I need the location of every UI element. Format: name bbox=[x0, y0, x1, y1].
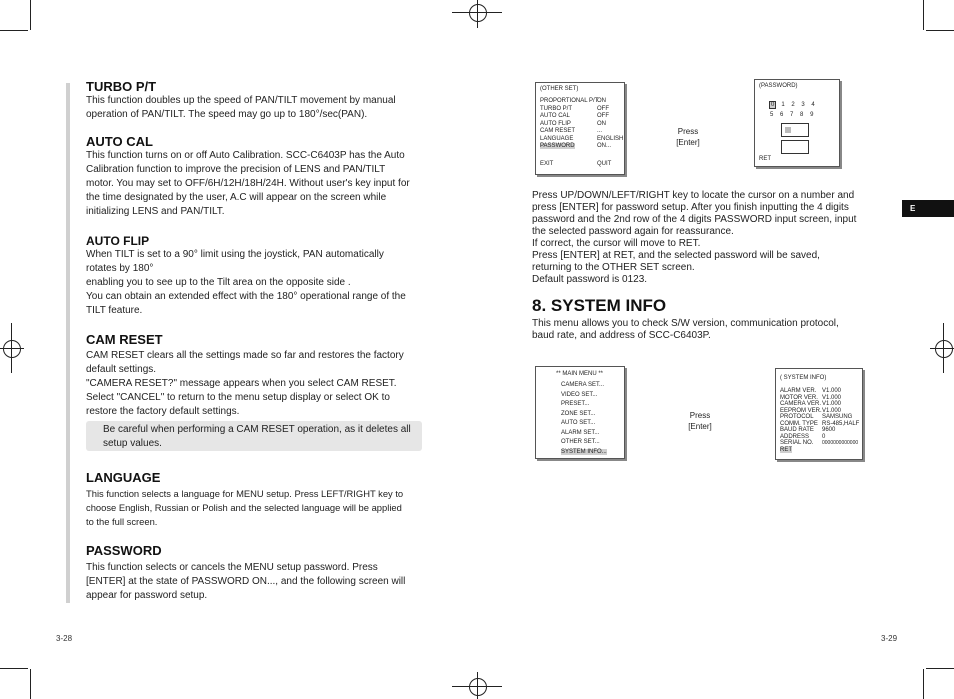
crop-mark bbox=[923, 0, 924, 30]
language-text: This function selects a language for MENU setup. Press LEFT/RIGHT key to choose English, Russian or Polish and the selected language will be applied to the full screen. bbox=[86, 488, 404, 527]
password-screen bbox=[754, 79, 840, 167]
system-info-screen bbox=[775, 368, 863, 460]
digit-row-1: 0 1 2 3 4 bbox=[771, 102, 815, 108]
camreset-warning-note: Be careful when performing a CAM RESET operation, as it deletes all setup values. bbox=[86, 421, 422, 451]
camreset-heading: CAM RESET bbox=[86, 332, 163, 347]
press-enter-label: Press [Enter] bbox=[688, 411, 712, 431]
section-tab: E bbox=[902, 200, 954, 217]
crop-mark bbox=[0, 668, 28, 669]
autoflip-text: When TILT is set to a 90° limit using the joystick, PAN automatically rotates by 180° enabling you to see up to the Tilt area on the opposite side . You can obtain an extended effect with the 180° operational range of the TILT feature. bbox=[86, 249, 406, 316]
press-enter-label: Press [Enter] bbox=[676, 127, 700, 147]
main-menu-items: CAMERA SET... VIDEO SET... PRESET... ZONE SET... AUTO SET... ALARM SET... OTHER SET... SYSTEM INFO... bbox=[561, 382, 607, 455]
autocal-heading: AUTO CAL bbox=[86, 134, 153, 149]
page-number-right: 3-29 bbox=[881, 634, 898, 643]
registration-circle bbox=[469, 4, 487, 22]
turbo-text: This function doubles up the speed of PAN/TILT movement by manual operation of PAN/TILT. The speed may go up to 180°/sec(PAN). bbox=[86, 95, 396, 120]
screen-title: ( SYSTEM INFO) bbox=[780, 375, 827, 381]
quit-label: QUIT bbox=[597, 161, 612, 167]
autoflip-heading: AUTO FLIP bbox=[86, 234, 150, 248]
crop-mark bbox=[0, 30, 28, 31]
registration-circle bbox=[3, 340, 21, 358]
ret-label: RET bbox=[759, 156, 771, 162]
menu-values: ON OFF OFF ON ... ENGLISH ON... bbox=[597, 98, 624, 149]
camreset-text: CAM RESET clears all the settings made so far and restores the factory default settings. "CAMERA RESET?" message appears when you select CAM RESET. Select "CANCEL" to return to the menu setup display or select OK to restore the factory default settings. bbox=[86, 350, 404, 417]
turbo-heading: TURBO P/T bbox=[86, 79, 157, 94]
system-info-heading: 8. SYSTEM INFO bbox=[532, 296, 667, 315]
crop-mark bbox=[923, 669, 924, 699]
digit-row-2: 5 6 7 8 9 bbox=[770, 112, 814, 118]
password-instructions: Press UP/DOWN/LEFT/RIGHT key to locate the cursor on a number and press [ENTER] for password setup. After you finish inputting the 4 digits password and the 2nd row of the 4 digits PASSWORD input screen, input the selected password again for reassurance. If correct, the cursor will move to RET. Press [ENTER] at RET, and the selected password will be saved, returning to the OTHER SET screen. Default password is 0123. bbox=[532, 190, 857, 285]
menu-labels: PROPORTIONAL P/T TURBO P/T AUTO CAL AUTO FLIP CAM RESET LANGUAGE PASSWORD bbox=[540, 98, 599, 149]
registration-circle bbox=[935, 340, 953, 358]
ret-label: RET bbox=[780, 446, 792, 453]
language-heading: LANGUAGE bbox=[86, 470, 161, 485]
password-input-1[interactable] bbox=[781, 123, 809, 137]
margin-rule bbox=[66, 83, 70, 603]
main-menu-screen bbox=[535, 366, 625, 459]
crop-mark bbox=[30, 0, 31, 30]
info-labels: ALARM VER. MOTOR VER. CAMERA VER. EEPROM VER. PROTOCOL COMM. TYPE BAUD RATE ADDRESS SERIAL NO. RET bbox=[780, 388, 822, 453]
registration-circle bbox=[469, 678, 487, 696]
screen-title: ** MAIN MENU ** bbox=[556, 371, 604, 377]
password-text: This function selects or cancels the MENU setup password. Press [ENTER] at the state of PASSWORD ON..., and the following screen will appear for password setup. bbox=[86, 562, 406, 601]
screen-title: (PASSWORD) bbox=[759, 83, 798, 89]
crop-mark bbox=[30, 669, 31, 699]
password-heading: PASSWORD bbox=[86, 543, 162, 558]
password-input-2[interactable] bbox=[781, 140, 809, 154]
system-info-text: This menu allows you to check S/W version, communication protocol, baud rate, and address of SCC-C6403P. bbox=[532, 318, 839, 341]
screen-title: (OTHER SET) bbox=[540, 86, 579, 92]
autocal-text: This function turns on or off Auto Calibration. SCC-C6403P has the Auto Calibration function to improve the precision of LENS and PAN/TILT motor. You may set to OFF/6H/12H/18H/24H. Without user's key input for the time designated by the user, A.C will appear on the screen while initializing LENS and PAN/TILT. bbox=[86, 150, 410, 217]
exit-label: EXIT bbox=[540, 161, 554, 167]
info-values: V1.000 V1.000 V1.000 V1.000 SAMSUNG RS-485,HALF 9600 0 0000000000000 bbox=[822, 388, 860, 446]
crop-mark bbox=[926, 668, 954, 669]
selected-system-info-item: SYSTEM INFO... bbox=[561, 448, 607, 455]
other-set-screen bbox=[535, 82, 625, 175]
page-number-left: 3-28 bbox=[56, 634, 73, 643]
selected-password-item: PASSWORD bbox=[540, 143, 575, 149]
crop-mark bbox=[926, 30, 954, 31]
